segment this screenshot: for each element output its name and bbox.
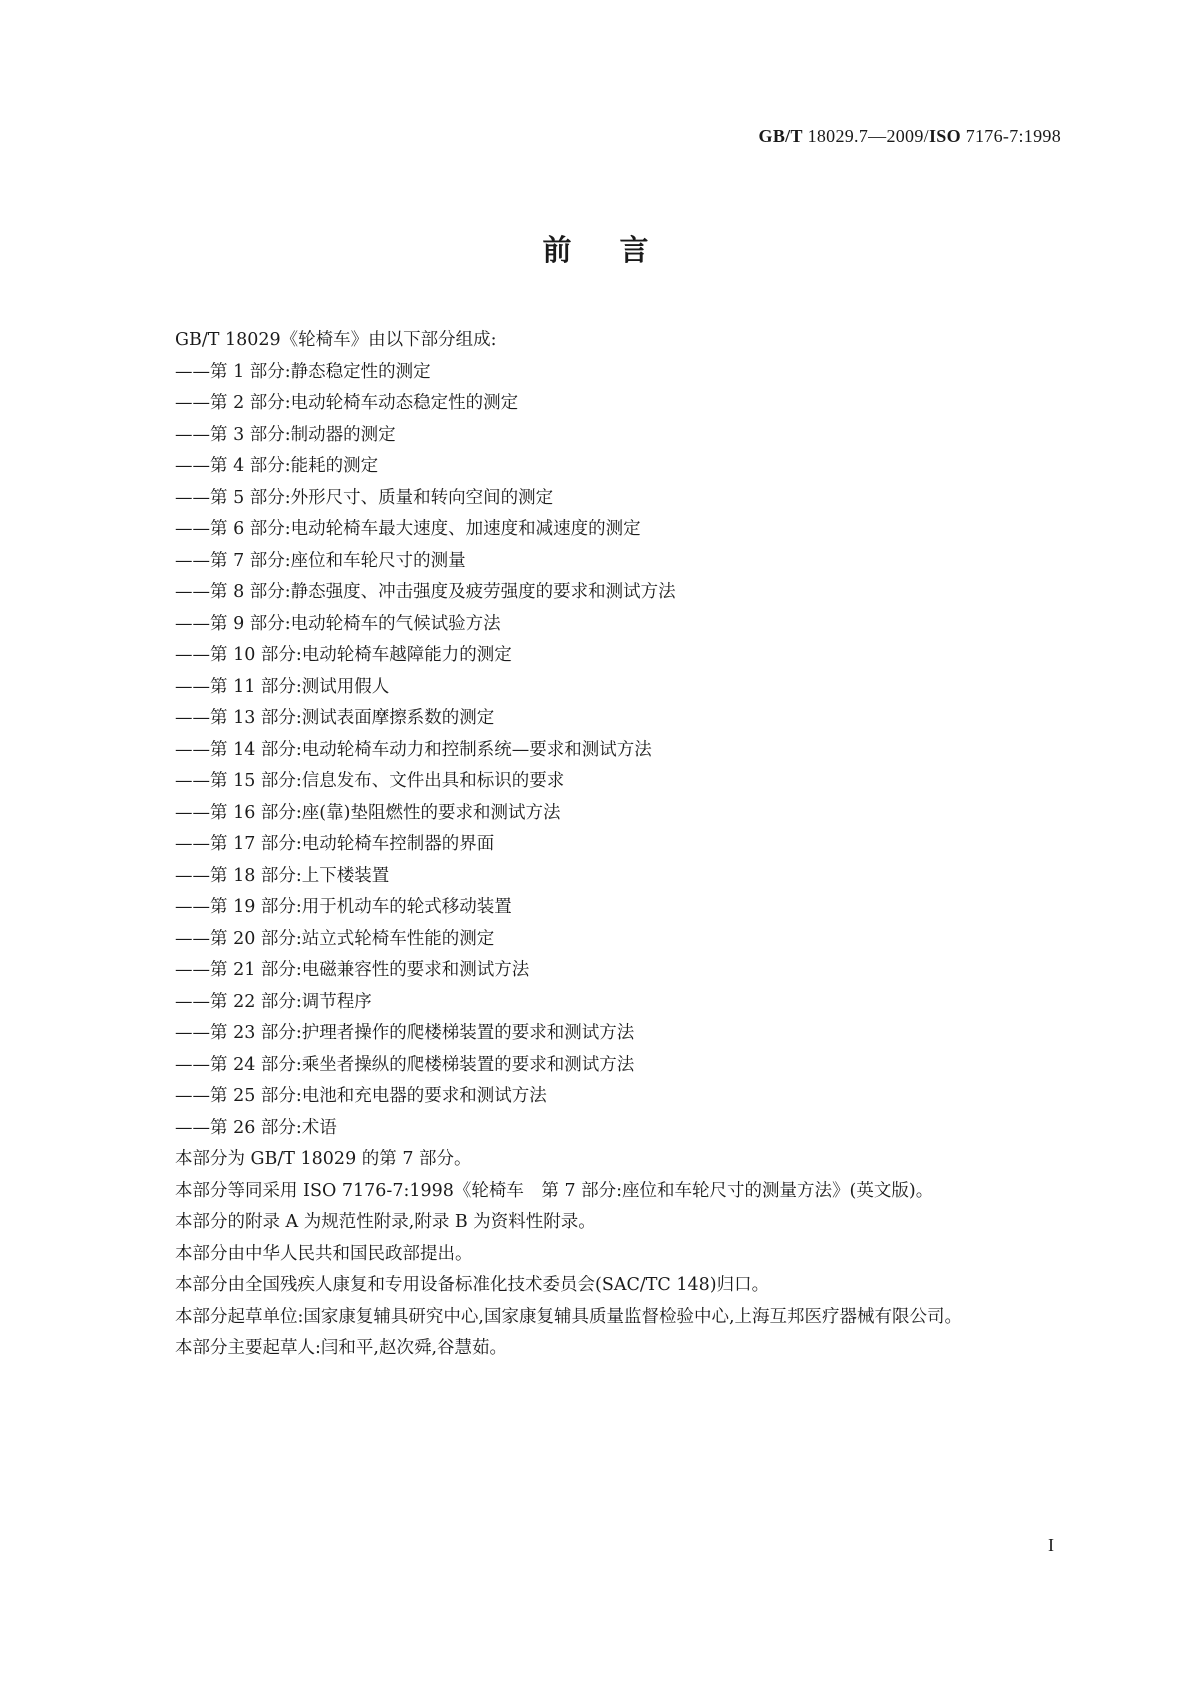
part-item: ——第 2 部分:电动轮椅车动态稳定性的测定 — [175, 393, 519, 413]
part-item: ——第 14 部分:电动轮椅车动力和控制系统—要求和测试方法 — [175, 739, 652, 760]
part-item: ——第 11 部分:测试用假人 — [175, 676, 390, 697]
paragraph: 本部分由全国残疾人康复和专用设备标准化技术委员会(SAC/TC 148)归口。 — [175, 1275, 770, 1295]
part-item: ——第 19 部分:用于机动车的轮式移动装置 — [175, 897, 512, 917]
part-item: ——第 1 部分:静态稳定性的测定 — [175, 361, 431, 382]
page-number: I — [1048, 1535, 1054, 1555]
part-item: ——第 18 部分:上下楼装置 — [175, 865, 390, 886]
part-item: ——第 16 部分:座(靠)垫阻燃性的要求和测试方法 — [175, 802, 561, 823]
part-item: ——第 5 部分:外形尺寸、质量和转向空间的测定 — [175, 487, 554, 508]
paragraph: 本部分由中华人民共和国民政部提出。 — [175, 1243, 473, 1264]
code-iso: ISO — [928, 126, 961, 146]
part-item: ——第 15 部分:信息发布、文件出具和标识的要求 — [175, 771, 565, 791]
part-item: ——第 7 部分:座位和车轮尺寸的测量 — [175, 550, 466, 571]
code-iso-number: 7176-7:1998 — [965, 126, 1061, 146]
part-item: ——第 4 部分:能耗的测定 — [175, 456, 379, 476]
part-item: ——第 21 部分:电磁兼容性的要求和测试方法 — [175, 960, 530, 980]
paragraph: 本部分为 GB/T 18029 的第 7 部分。 — [175, 1149, 472, 1169]
foreword-body — [135, 325, 1060, 1365]
part-item: ——第 20 部分:站立式轮椅车性能的测定 — [175, 928, 495, 949]
part-item: ——第 26 部分:术语 — [175, 1117, 337, 1138]
intro-line: GB/T 18029《轮椅车》由以下部分组成: — [175, 330, 497, 350]
part-item: ——第 8 部分:静态强度、冲击强度及疲劳强度的要求和测试方法 — [175, 582, 676, 602]
part-item: ——第 6 部分:电动轮椅车最大速度、加速度和减速度的测定 — [175, 519, 641, 539]
part-item: ——第 24 部分:乘坐者操纵的爬楼梯装置的要求和测试方法 — [175, 1054, 635, 1075]
paragraph: 本部分起草单位:国家康复辅具研究中心,国家康复辅具质量监督检验中心,上海互邦医疗器械有限公司。 — [175, 1306, 963, 1327]
paragraph: 本部分等同采用 ISO 7176-7:1998《轮椅车 第 7 部分:座位和车轮尺寸的测量方法》(英文版)。 — [175, 1180, 934, 1201]
part-item: ——第 17 部分:电动轮椅车控制器的界面 — [175, 834, 495, 854]
part-item: ——第 25 部分:电池和充电器的要求和测试方法 — [175, 1086, 547, 1106]
part-item: ——第 3 部分:制动器的测定 — [175, 424, 396, 445]
paragraph: 本部分的附录 A 为规范性附录,附录 B 为资料性附录。 — [175, 1212, 596, 1232]
part-item: ——第 22 部分:调节程序 — [175, 991, 372, 1012]
page-title: 前言 — [542, 233, 697, 267]
code-prefix: GB/T — [758, 126, 803, 146]
paragraph: 本部分主要起草人:闫和平,赵次舜,谷慧茹。 — [175, 1338, 508, 1358]
part-item: ——第 13 部分:测试表面摩擦系数的测定 — [175, 708, 495, 728]
part-item: ——第 10 部分:电动轮椅车越障能力的测定 — [175, 645, 512, 665]
standard-code-header — [759, 126, 1061, 147]
part-item: ——第 23 部分:护理者操作的爬楼梯装置的要求和测试方法 — [175, 1023, 635, 1043]
part-item: ——第 9 部分:电动轮椅车的气候试验方法 — [175, 613, 501, 634]
code-number: 18029.7—2009/ — [807, 126, 929, 146]
